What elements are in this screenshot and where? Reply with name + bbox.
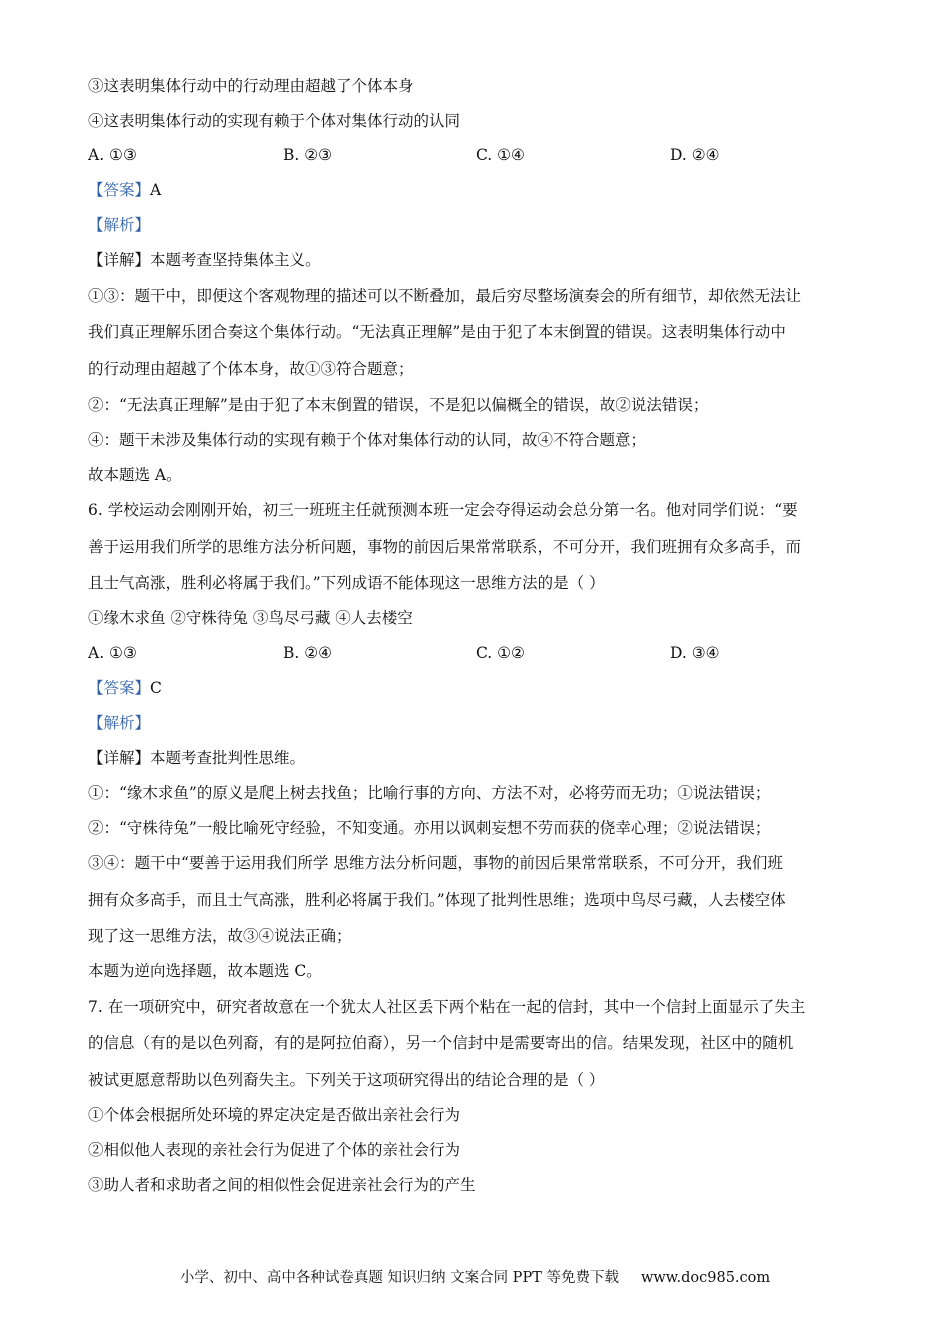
text-line: ①③：题干中，即便这个客观物理的描述可以不断叠加，最后穷尽整场演奏会的所有细节，却依然无法让 — [88, 287, 802, 305]
text-line: 拥有众多高手，而且士气高涨，胜利必将属于我们。”体现了批判性思维；选项中鸟尽弓藏，人去楼空体 — [88, 891, 786, 909]
text-line: ①个体会根据所处环境的界定决定是否做出亲社会行为 — [88, 1106, 461, 1124]
answer-value: A — [150, 181, 162, 199]
option-b: B. ②③ — [283, 146, 333, 164]
option-c: C. ①② — [476, 644, 525, 662]
text-line: 现了这一思维方法，故③④说法正确； — [88, 927, 352, 945]
text-line: 故本题选 A。 — [88, 466, 182, 484]
text-line: 的信息（有的是以色列裔，有的是阿拉伯裔），另一个信封中是需要寄出的信。结果发现，社区中的随机 — [88, 1034, 794, 1052]
question-7: 7. 在一项研究中，研究者故意在一个犹太人社区丢下两个粘在一起的信封，其中一个信封上面显示了失主 — [88, 998, 806, 1016]
option-d: D. ③④ — [670, 644, 720, 662]
text-line: ③助人者和求助者之间的相似性会促进亲社会行为的产生 — [88, 1176, 476, 1194]
answer-tag: 【答案】 — [88, 679, 151, 697]
option-c: C. ①④ — [476, 146, 525, 164]
answer-tag: 【答案】 — [88, 181, 151, 199]
answer-line — [88, 678, 162, 698]
text-line: ②：“守株待兔”一般比喻死守经验，不知变通。亦用以讽刺妄想不劳而获的侥幸心理；②说法错误； — [88, 819, 771, 837]
text-line: ③④：题干中“要善于运用我们所学 思维方法分析问题，事物的前因后果常常联系，不可分开，我们班 — [88, 854, 783, 872]
text-line: ④：题干未涉及集体行动的实现有赖于个体对集体行动的认同，故④不符合题意； — [88, 431, 647, 449]
analysis-tag: 【解析】 — [88, 714, 151, 732]
footer-text: 小学、初中、高中各种试卷真题 知识归纳 文案合同 PPT 等免费下载 — [179, 1270, 619, 1286]
option-d: D. ②④ — [670, 146, 720, 164]
analysis-tag: 【解析】 — [88, 216, 151, 234]
text-line: 善于运用我们所学的思维方法分析问题，事物的前因后果常常联系，不可分开，我们班拥有众多高手，而 — [88, 538, 802, 556]
text-line: 我们真正理解乐团合奏这个集体行动。“无法真正理解”是由于犯了本末倒置的错误。这表明集体行动中 — [88, 323, 786, 341]
text-line: ④这表明集体行动的实现有赖于个体对集体行动的认同 — [88, 112, 461, 130]
option-a: A. ①③ — [88, 146, 137, 164]
footer-url[interactable]: www.doc985.com — [640, 1270, 771, 1286]
question-6: 6. 学校运动会刚刚开始，初三一班班主任就预测本班一定会夺得运动会总分第一名。他对同学们说：“要 — [88, 501, 798, 519]
option-a: A. ①③ — [88, 644, 137, 662]
page-footer — [0, 1268, 950, 1288]
text-line: ③这表明集体行动中的行动理由超越了个体本身 — [88, 77, 414, 95]
detail-line: 【详解】本题考查批判性思维。 — [88, 749, 306, 767]
text-line: ①：“缘木求鱼”的原义是爬上树去找鱼；比喻行事的方向、方法不对，必将劳而无功；①说法错误； — [88, 784, 771, 802]
text-line: ①缘木求鱼 ②守株待兔 ③鸟尽弓藏 ④人去楼空 — [88, 609, 413, 627]
text-line: ②相似他人表现的亲社会行为促进了个体的亲社会行为 — [88, 1141, 461, 1159]
text-line: 且士气高涨，胜利必将属于我们。”下列成语不能体现这一思维方法的是（ ） — [88, 574, 605, 592]
text-line: ②：“无法真正理解”是由于犯了本末倒置的错误，不是犯以偏概全的错误，故②说法错误； — [88, 396, 709, 414]
text-line: 被试更愿意帮助以色列裔失主。下列关于这项研究得出的结论合理的是（ ） — [88, 1071, 605, 1089]
text-line: 本题为逆向选择题，故本题选 C。 — [88, 962, 322, 980]
text-line: 的行动理由超越了个体本身，故①③符合题意； — [88, 360, 414, 378]
detail-line: 【详解】本题考查坚持集体主义。 — [88, 251, 321, 269]
answer-line — [88, 180, 161, 200]
answer-value: C — [150, 679, 162, 697]
option-b: B. ②④ — [283, 644, 333, 662]
